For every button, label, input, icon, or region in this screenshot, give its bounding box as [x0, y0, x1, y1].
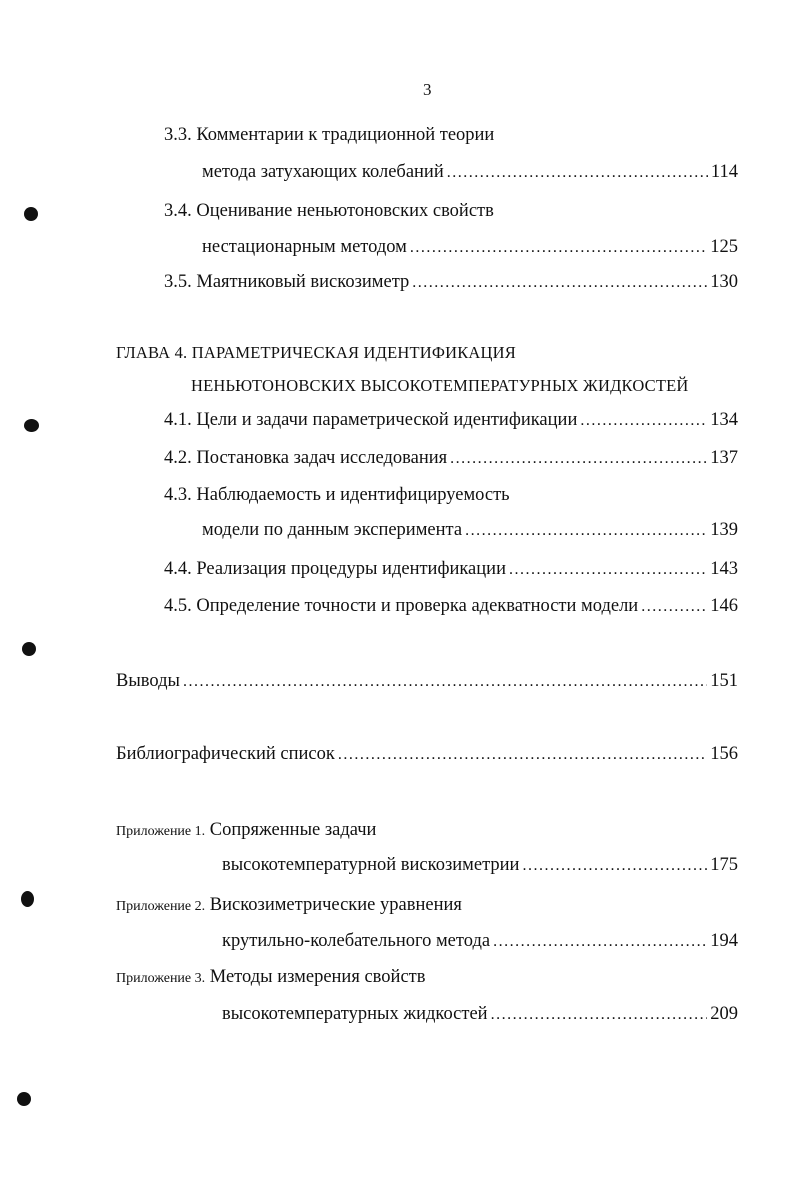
toc-page: 175	[710, 855, 738, 875]
toc-entry-3-3-title: 3.3. Комментарии к традиционной теории	[164, 125, 495, 145]
toc-entry-conclusions	[116, 669, 738, 694]
toc-entry-4-4	[164, 557, 738, 582]
toc-page: 139	[710, 520, 738, 540]
leader-dots	[465, 519, 707, 543]
punch-hole-mark	[24, 207, 38, 221]
appendix-1-title	[116, 818, 376, 844]
toc-entry-4-3	[202, 518, 738, 543]
toc-entry-3-5	[164, 270, 738, 295]
toc-entry-appendix-2	[222, 929, 738, 954]
leader-dots	[580, 409, 707, 433]
toc-page: 125	[710, 237, 738, 257]
toc-entry-3-4-title: 3.4. Оценивание неньютоновских свойств	[164, 201, 494, 221]
toc-page: 209	[710, 1004, 738, 1024]
toc-page: 130	[710, 272, 738, 292]
toc-entry-4-1	[164, 408, 738, 433]
toc-label: 4.5. Определение точности и проверка адекватности модели	[164, 596, 639, 616]
chapter-4-title: ГЛАВА 4. ПАРАМЕТРИЧЕСКАЯ ИДЕНТИФИКАЦИЯ	[116, 343, 516, 362]
toc-page: 114	[710, 162, 738, 182]
appendix-title: Вискозиметрические уравнения	[209, 895, 462, 915]
appendix-title: Сопряженные задачи	[209, 820, 377, 840]
appendix-prefix: Приложение 2.	[116, 899, 206, 914]
page-number: 3	[423, 80, 432, 99]
leader-dots	[338, 743, 707, 767]
leader-dots	[412, 271, 707, 295]
leader-dots	[450, 447, 707, 471]
leader-dots	[447, 161, 708, 185]
toc-label: высокотемпературных жидкостей	[222, 1004, 488, 1024]
appendix-2-title	[116, 893, 462, 919]
chapter-4-subtitle: НЕНЬЮТОНОВСКИХ ВЫСОКОТЕМПЕРАТУРНЫХ ЖИДКОСТЕЙ	[191, 376, 689, 395]
toc-entry-4-2	[164, 446, 738, 471]
toc-entry-appendix-1	[222, 853, 738, 878]
leader-dots	[641, 595, 707, 619]
toc-label: 4.1. Цели и задачи параметрической идентификации	[164, 410, 578, 430]
punch-hole-mark	[24, 419, 39, 432]
toc-label: 4.4. Реализация процедуры идентификации	[164, 559, 506, 579]
toc-page: 194	[710, 931, 738, 951]
toc-label: Библиографический список	[116, 744, 335, 764]
toc-label: Выводы	[116, 671, 180, 691]
appendix-prefix: Приложение 1.	[116, 824, 206, 839]
toc-entry-3-3	[202, 160, 738, 185]
leader-dots	[183, 670, 707, 694]
toc-label: нестационарным методом	[202, 237, 407, 257]
toc-entry-bibliography	[116, 742, 738, 767]
leader-dots	[509, 558, 707, 582]
toc-label: высокотемпературной вискозиметрии	[222, 855, 520, 875]
toc-page: 146	[710, 596, 738, 616]
toc-page: 151	[710, 671, 738, 691]
leader-dots	[491, 1003, 708, 1027]
punch-hole-mark	[22, 642, 36, 656]
toc-page: 143	[710, 559, 738, 579]
toc-entry-4-5	[164, 594, 738, 619]
leader-dots	[493, 930, 707, 954]
toc-page: 156	[710, 744, 738, 764]
toc-entry-appendix-3	[222, 1002, 738, 1027]
toc-entry-4-3-title: 4.3. Наблюдаемость и идентифицируемость	[164, 485, 510, 505]
leader-dots	[522, 854, 707, 878]
toc-label: метода затухающих колебаний	[202, 162, 444, 182]
leader-dots	[410, 236, 707, 260]
toc-label: 4.2. Постановка задач исследования	[164, 448, 448, 468]
toc-label: модели по данным эксперимента	[202, 520, 463, 540]
appendix-prefix: Приложение 3.	[116, 971, 206, 986]
punch-hole-mark	[21, 891, 34, 907]
appendix-3-title	[116, 965, 425, 991]
punch-hole-mark	[17, 1092, 31, 1106]
appendix-title: Методы измерения свойств	[209, 967, 426, 987]
toc-page: 134	[710, 410, 738, 430]
toc-label: 3.5. Маятниковый вискозиметр	[164, 272, 410, 292]
toc-entry-3-4	[202, 235, 738, 260]
toc-page: 137	[710, 448, 738, 468]
toc-label: крутильно-колебательного метода	[222, 931, 491, 951]
